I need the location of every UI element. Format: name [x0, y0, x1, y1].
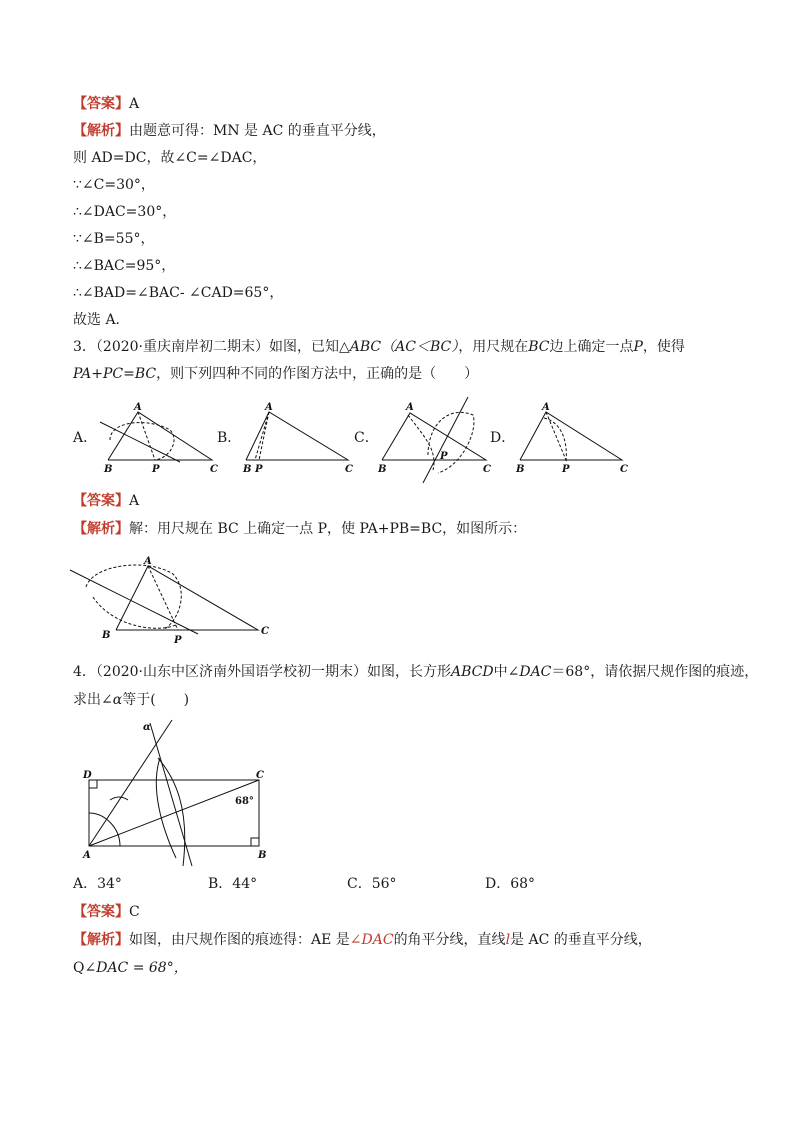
q3-p: P	[633, 339, 643, 355]
q4-answer-line	[73, 902, 140, 922]
analysis-tag: 【解析】	[73, 932, 129, 948]
label-c: C	[210, 464, 218, 475]
label-b: B	[102, 630, 111, 641]
formula-dac: ∠DAC = 68°，	[84, 960, 188, 976]
option-b: B．	[217, 430, 242, 446]
label-a: A	[542, 402, 550, 413]
label-b: B	[516, 464, 525, 475]
q4-source: 4．（2020·山东中区济南外国语学校初一期末）如图，长方形	[73, 664, 451, 680]
answer-tag: 【答案】	[73, 904, 129, 920]
analysis-line	[73, 121, 386, 141]
analysis-tag: 【解析】	[73, 123, 129, 139]
analysis-step: ∴∠BAD=∠BAC- ∠CAD=65°，	[73, 285, 284, 301]
option-b: B．44°	[208, 876, 258, 892]
label-a: A	[134, 402, 142, 413]
label-c: C	[256, 770, 264, 781]
answer-value: A	[129, 493, 140, 509]
answer-value: C	[129, 904, 140, 920]
q4-abcd: ABCD	[451, 664, 494, 680]
label-a: A	[406, 402, 414, 413]
q-symbol: Q	[73, 960, 85, 976]
label-p: P	[174, 635, 182, 646]
analysis-step: ∴∠DAC=30°，	[73, 204, 177, 220]
q3-bc: BC	[528, 339, 550, 355]
label-b: B	[243, 464, 252, 475]
q4-formula-line	[73, 958, 188, 978]
figure-q4-rectangle	[80, 718, 280, 873]
figure-option-d	[516, 400, 636, 475]
label-68-degrees: 68°	[235, 796, 254, 807]
q3-analysis-line	[73, 519, 526, 539]
q4-text: 求出∠	[73, 692, 113, 708]
analysis-step: ∵∠B=55°，	[73, 231, 155, 247]
label-p: P	[255, 464, 263, 475]
analysis-step: ∴∠BAC=95°，	[73, 258, 176, 274]
label-c: C	[620, 464, 628, 475]
label-a: A	[83, 850, 91, 861]
label-c: C	[261, 626, 269, 637]
analysis-angle: ∠DAC	[349, 932, 394, 948]
figure-analysis-q3	[68, 552, 278, 646]
q3-answer-line	[73, 491, 139, 511]
q3-text: ，用尺规在	[458, 339, 529, 355]
option-c: C．56°	[347, 876, 397, 892]
analysis-tag: 【解析】	[73, 521, 129, 537]
analysis-text: 解：用尺规在 BC 上确定一点 P，使 PA+PB=BC，如图所示：	[129, 521, 527, 537]
option-a: A．34°	[73, 876, 122, 892]
analysis-text: 由题意可得：MN 是 AC 的垂直平分线，	[129, 123, 386, 139]
analysis-l: l	[505, 932, 511, 948]
label-b: B	[258, 850, 267, 861]
question-4-line-2	[73, 690, 189, 710]
label-alpha: α	[143, 722, 151, 733]
q3-text: 边上确定一点	[549, 339, 634, 355]
answer-tag: 【答案】	[73, 96, 129, 112]
label-b: B	[378, 464, 387, 475]
answer-tag: 【答案】	[73, 493, 129, 509]
label-p: P	[152, 464, 160, 475]
option-d: D．68°	[485, 876, 536, 892]
q3-triangle: △ABC	[339, 339, 382, 355]
label-p: P	[440, 451, 448, 462]
analysis-step: ∵∠C=30°，	[73, 177, 155, 193]
q3-text: ，则下列四种不同的作图方法中，正确的是（ ）	[156, 366, 479, 382]
q3-text: ，使得	[642, 339, 685, 355]
q4-alpha: α	[112, 692, 123, 708]
figure-option-b	[243, 400, 363, 475]
figure-option-c	[378, 395, 498, 485]
q3-condition: （AC＜BC）	[381, 339, 459, 355]
q3-source: 3．（2020·重庆南岸初二期末）如图，已知	[73, 339, 339, 355]
question-4-line-1	[73, 662, 758, 682]
q4-text: ＝68°，请依据尺规作图的痕迹，	[551, 664, 759, 680]
analysis-text: 如图，由尺规作图的痕迹得：AE 是	[129, 932, 350, 948]
label-p: P	[562, 464, 570, 475]
label-d: D	[83, 770, 92, 781]
figure-option-a	[100, 400, 220, 475]
answer-value: A	[129, 96, 140, 112]
label-a: A	[144, 556, 152, 567]
option-c: C．	[354, 430, 379, 446]
question-3-line-1	[73, 337, 685, 357]
analysis-text: 的角平分线，直线	[393, 932, 506, 948]
q4-angle: ∠DAC	[507, 664, 552, 680]
q4-analysis-line	[73, 930, 652, 950]
q4-text: 等于( )	[122, 692, 190, 708]
analysis-step: 则 AD=DC，故∠C=∠DAC，	[73, 150, 267, 166]
label-a: A	[265, 402, 273, 413]
q4-text: 中	[493, 664, 508, 680]
option-d: D．	[490, 430, 516, 446]
label-b: B	[104, 464, 113, 475]
analysis-step: 故选 A．	[73, 312, 130, 328]
label-c: C	[345, 464, 353, 475]
analysis-text: 是 AC 的垂直平分线，	[510, 932, 652, 948]
question-3-line-2	[73, 364, 478, 384]
answer-line	[73, 94, 139, 114]
option-a: A．	[73, 430, 98, 446]
q3-formula: PA+PC=BC	[73, 366, 157, 382]
label-c: C	[483, 464, 491, 475]
